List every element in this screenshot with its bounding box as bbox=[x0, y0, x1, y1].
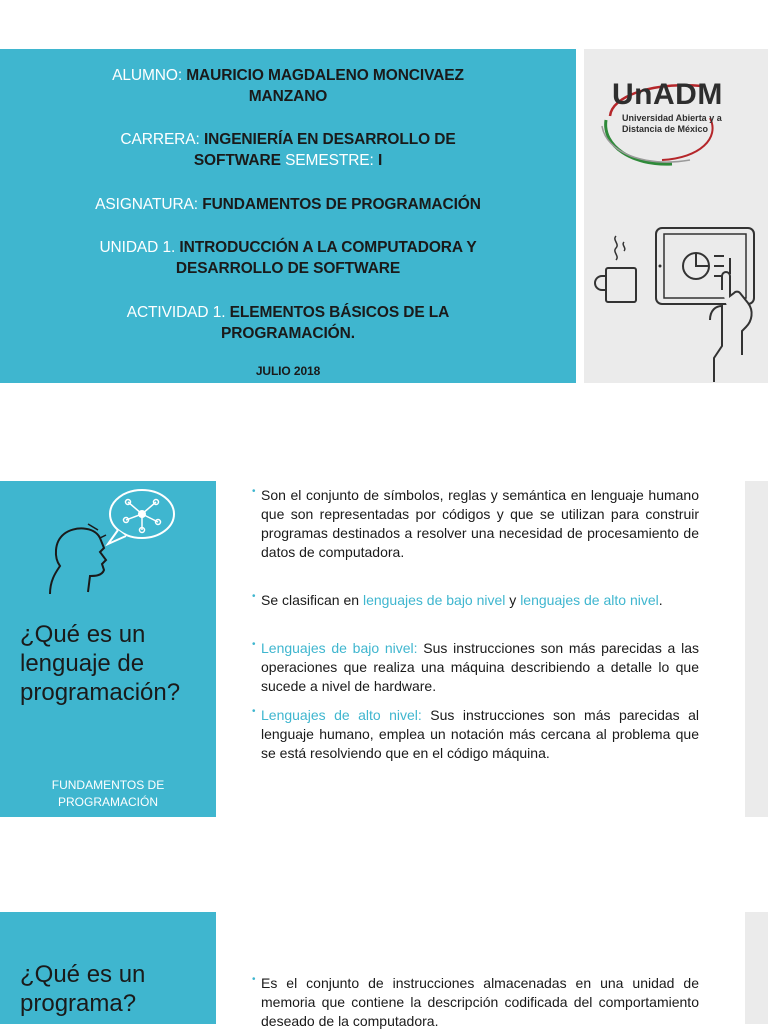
bullet-bajo-nivel bbox=[252, 639, 699, 696]
asignatura-label: ASIGNATURA: bbox=[95, 196, 198, 213]
course-footer-line: FUNDAMENTOS DE bbox=[51, 778, 165, 792]
section-title-programa bbox=[20, 960, 145, 1018]
actividad-label: ACTIVIDAD 1. bbox=[126, 304, 226, 321]
coffee-cup-icon bbox=[594, 232, 646, 308]
asignatura-line bbox=[0, 195, 576, 215]
highlight-bajo-nivel: lenguajes de bajo nivel bbox=[362, 592, 506, 608]
date: JULIO 2018 bbox=[255, 364, 321, 378]
bullet-definition bbox=[252, 486, 699, 562]
carrera-line bbox=[0, 130, 576, 150]
course-footer-line: PROGRAMACIÓN bbox=[57, 795, 158, 809]
bullet-dot-icon: • bbox=[252, 591, 256, 602]
actividad-value: ELEMENTOS BÁSICOS DE LA bbox=[229, 304, 450, 321]
bullet-dot-icon: • bbox=[252, 486, 256, 497]
section-title-line: ¿Qué es un bbox=[20, 961, 146, 988]
bullet-text: Son el conjunto de símbolos, reglas y semántica en lenguaje humano que son representadas por códigos y que se utilizan para construir programas destinados a resolver una necesidad de procesamiento de datos de computadora. bbox=[261, 487, 699, 560]
unidad-value-2: DESARROLLO DE SOFTWARE bbox=[175, 260, 401, 277]
bullet-text: Lenguajes de alto nivel: Sus instrucciones son más parecidas al lenguaje humano, emplea un notación más cercana al problema que se está resolviendo que en el código máquina. bbox=[261, 707, 699, 761]
alumno-line-2 bbox=[0, 87, 576, 107]
section-title-line: lenguaje de bbox=[20, 650, 145, 677]
course-footer bbox=[0, 777, 216, 811]
side-strip bbox=[745, 481, 768, 817]
bullet-text: Lenguajes de bajo nivel: Sus instrucciones son más parecidas a las operaciones que realiza una máquina describiendo a detalle lo que sucede a nivel de hardware. bbox=[261, 640, 699, 694]
highlight-alto-nivel: lenguajes de alto nivel bbox=[520, 592, 659, 608]
section-title-lenguaje bbox=[20, 620, 180, 707]
carrera-value-2: SOFTWARE bbox=[193, 152, 281, 169]
section-title-line: ¿Qué es un bbox=[20, 621, 146, 648]
carrera-line-2 bbox=[0, 151, 576, 171]
unidad-line bbox=[0, 238, 576, 258]
carrera-label: CARRERA: bbox=[120, 131, 200, 148]
actividad-line-2 bbox=[0, 324, 576, 344]
alumno-name: MAURICIO MAGDALENO MONCIVAEZ bbox=[186, 67, 464, 84]
term-alto-nivel: Lenguajes de alto nivel: bbox=[261, 707, 422, 723]
bullet-classification bbox=[252, 591, 699, 610]
section-title-line: programa? bbox=[20, 990, 137, 1017]
unidad-value: INTRODUCCIÓN A LA COMPUTADORA Y bbox=[179, 239, 477, 256]
tablet-touch-icon bbox=[652, 224, 758, 382]
unidad-line-2 bbox=[0, 259, 576, 279]
actividad-line bbox=[0, 303, 576, 323]
alumno-label: ALUMNO: bbox=[112, 67, 183, 84]
section-title-line: programación? bbox=[20, 679, 181, 706]
alumno-name-2: MANZANO bbox=[248, 88, 328, 105]
unidad-label: UNIDAD 1. bbox=[99, 239, 176, 256]
bullet-alto-nivel bbox=[252, 706, 699, 763]
network-speech-bubble-icon bbox=[104, 486, 178, 550]
bullet-programa bbox=[252, 974, 699, 1031]
asignatura-value: FUNDAMENTOS DE PROGRAMACIÓN bbox=[202, 196, 481, 213]
logo-subtitle-1: Universidad Abierta y a bbox=[622, 113, 722, 123]
bullet-dot-icon: • bbox=[252, 639, 256, 650]
semestre-value: I bbox=[377, 152, 383, 169]
bullet-dot-icon: • bbox=[252, 974, 256, 985]
carrera-value: INGENIERÍA EN DESARROLLO DE bbox=[203, 131, 456, 148]
logo-name: UnADM bbox=[612, 78, 723, 111]
bullet-text: Es el conjunto de instrucciones almacenadas en una unidad de memoria que contiene la descripción codificada del comportamiento deseado de la computadora. bbox=[261, 975, 699, 1029]
side-strip bbox=[745, 912, 768, 1024]
actividad-value-2: PROGRAMACIÓN. bbox=[221, 325, 355, 342]
alumno-line bbox=[0, 66, 576, 86]
bullet-dot-icon: • bbox=[252, 706, 256, 717]
bullet-text: Se clasifican en lenguajes de bajo nivel y lenguajes de alto nivel. bbox=[261, 592, 663, 608]
date-line bbox=[0, 361, 576, 381]
term-bajo-nivel: Lenguajes de bajo nivel: bbox=[261, 640, 418, 656]
logo-subtitle bbox=[622, 113, 722, 135]
semestre-label: SEMESTRE: bbox=[285, 152, 374, 169]
logo-subtitle-2: Distancia de México bbox=[622, 124, 709, 134]
cover-panel bbox=[0, 49, 576, 383]
